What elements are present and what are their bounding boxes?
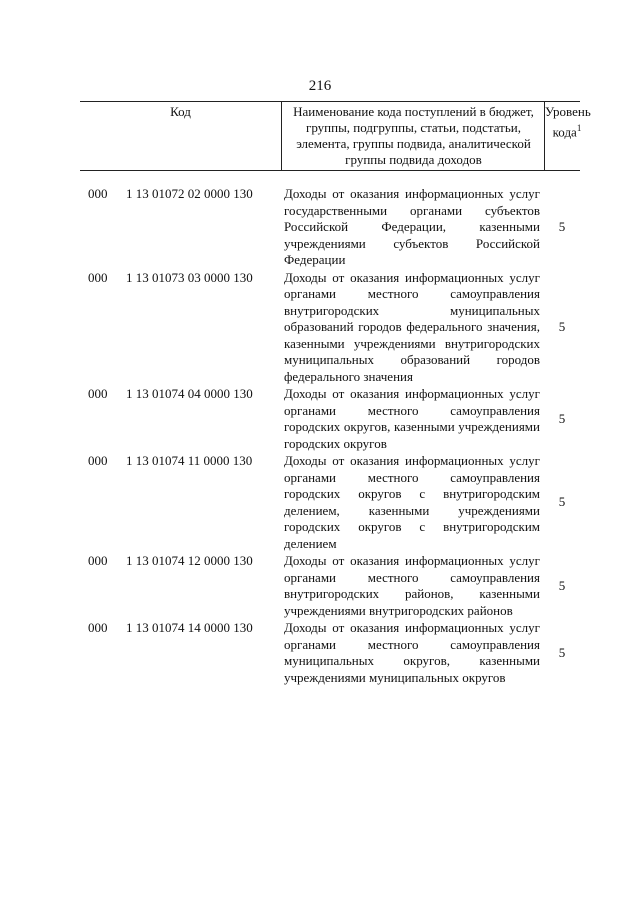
row-prefix: 000 [88, 553, 108, 568]
row-code: 1 13 01074 12 0000 130 [126, 553, 253, 568]
header-level-footnote: 1 [576, 123, 582, 133]
row-prefix: 000 [88, 269, 108, 285]
row-description: Доходы от оказания информационных услуг органами местного самоуправления муниципальных округов, казенными учреждениями муниципальных округов [284, 620, 540, 685]
row-description: Доходы от оказания информационных услуг органами местного самоуправления городских округов, казенными учреждениями городских округов [284, 386, 540, 451]
row-description: Доходы от оказания информационных услуг органами местного самоуправления городских округов с внутригородским делением, казенными учреждениями городских округов с внутригородским делением [284, 453, 540, 551]
row-level: 5 [558, 219, 566, 234]
row-code: 1 13 01074 11 0000 130 [126, 453, 253, 468]
row-level: 5 [558, 494, 566, 510]
table-row [88, 553, 588, 619]
table-row [88, 620, 588, 686]
row-code: 1 13 01072 02 0000 130 [126, 186, 253, 201]
header-level [544, 102, 589, 170]
row-code: 1 13 01074 04 0000 130 [126, 386, 253, 401]
table-row [88, 453, 588, 552]
table-row [88, 386, 588, 452]
row-prefix: 000 [88, 620, 108, 635]
row-level: 5 [558, 410, 566, 426]
row-description: Доходы от оказания информационных услуг государственными органами субъектов Российской Федерации, казенными учреждениями субъектов Российской Федерации [284, 186, 540, 267]
table-row [88, 270, 588, 386]
table-header [80, 101, 591, 171]
row-prefix: 000 [88, 386, 108, 401]
table-row [88, 186, 588, 269]
row-code: 1 13 01073 03 0000 130 [126, 269, 253, 285]
table-body [88, 186, 588, 687]
row-description: Доходы от оказания информационных услуг органами местного самоуправления внутригородских районов, казенными учреждениями внутригородских районов [284, 553, 540, 618]
row-level: 5 [558, 644, 566, 660]
header-name: Наименование кода поступлений в бюджет, группы, подгруппы, статьи, подстатьи, элемента, группы подвида, аналитической группы подвида доходов [281, 102, 545, 170]
row-level: 5 [558, 577, 566, 593]
header-level-label: Уровень кода [545, 104, 591, 140]
row-prefix: 000 [88, 186, 108, 201]
header-code: Код [170, 104, 191, 119]
page-number: 216 [308, 78, 332, 94]
row-level: 5 [558, 319, 566, 334]
row-prefix: 000 [88, 453, 108, 468]
row-description: Доходы от оказания информационных услуг органами местного самоуправления внутригородских муниципальных образований городов федерального значения, казенными учреждениями внутригородских муниципальных образований городов федерального значения [284, 269, 540, 384]
row-code: 1 13 01074 14 0000 130 [126, 620, 253, 635]
